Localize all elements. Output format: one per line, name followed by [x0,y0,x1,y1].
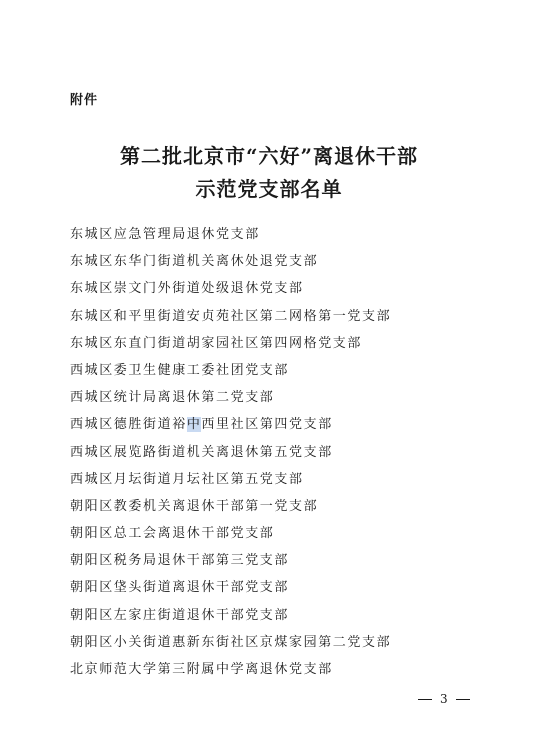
list-item: 朝阳区税务局退休干部第三党支部 [70,553,290,569]
document-title-line-1: 第二批北京市“六好”离退休干部 [119,144,418,168]
footer-dash-right [456,699,470,700]
list-item: 东城区应急管理局退休党支部 [70,227,260,242]
list-item: 朝阳区小关街道惠新东街社区京煤家园第二党支部 [70,634,392,650]
list-item: 北京师范大学第三附属中学离退休党支部 [70,662,333,677]
list-item: 东城区崇文门外街道处级退休党支部 [70,281,304,297]
list-item: 朝阳区总工会离退休干部党支部 [70,526,275,542]
list-item: 西城区展览路街道机关离退休第五党支部 [70,444,333,460]
list-item [70,415,391,442]
selected-text[interactable]: 中 [186,417,202,433]
page-footer [410,692,478,706]
document-title-line-2: 示范党支部名单 [195,177,343,201]
list-item: 西城区月坛街道月坛社区第五党支部 [70,471,304,487]
list-item-text-before: 西城区德胜街道裕 [70,417,187,433]
list-item: 东城区东华门街道机关离休处退党支部 [70,254,319,270]
page-number: 3 [440,692,448,706]
list-item: 朝阳区垡头街道离退休干部党支部 [70,580,290,596]
footer-dash-left [418,699,432,700]
list-item: 朝阳区教委机关离退休干部第一党支部 [70,498,319,514]
list-item-text-after: 西里社区第四党支部 [201,417,333,433]
list-item: 西城区委卫生健康工委社团党支部 [70,362,290,378]
list-item: 东城区和平里街道安贞苑社区第二网格第一党支部 [70,308,392,324]
branch-list [70,225,391,687]
list-item: 朝阳区左家庄街道退休干部党支部 [70,607,290,623]
attachment-label: 附件 [70,93,99,108]
list-item: 东城区东直门街道胡家园社区第四网格党支部 [70,335,363,351]
list-item: 西城区统计局离退休第二党支部 [70,390,275,406]
